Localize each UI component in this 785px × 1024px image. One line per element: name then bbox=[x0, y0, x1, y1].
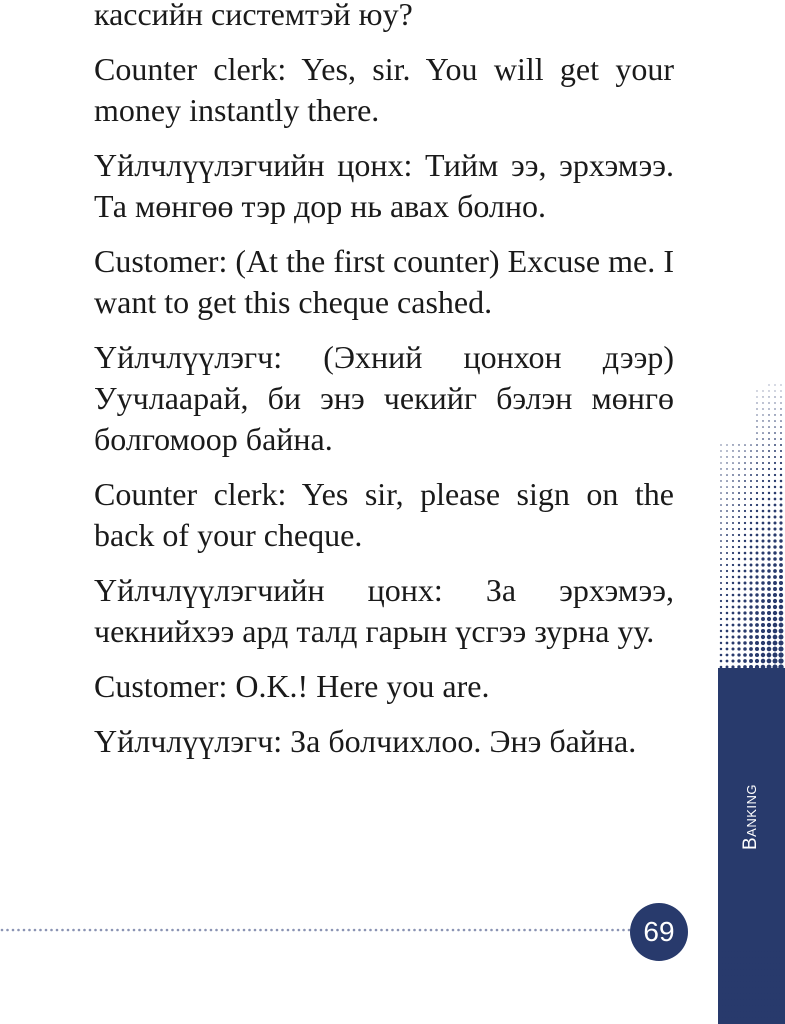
halftone-dots-bottom-decoration bbox=[718, 950, 785, 1024]
page-number-badge bbox=[630, 903, 688, 961]
halftone-dots-decoration bbox=[718, 370, 785, 670]
paragraph: Counter clerk: Yes sir, please sign on the back of your cheque. bbox=[94, 476, 674, 553]
dotted-rule bbox=[0, 928, 632, 932]
body-text bbox=[94, 0, 674, 762]
section-tab-label: Banking bbox=[740, 783, 762, 851]
paragraph: Counter clerk: Yes, sir. You will get your money instantly there. bbox=[94, 51, 674, 128]
paragraph: Үйлчлүүлэгчийн цонх: Тийм ээ, эрхэмээ. Та мөнгөө тэр дор нь авах болно. bbox=[94, 147, 674, 224]
page-number: 69 bbox=[643, 916, 675, 947]
paragraph: Customer: O.K.! Here you are. bbox=[94, 668, 490, 704]
paragraph: Customer: (At the first counter) Excuse me. I want to get this cheque cashed. bbox=[94, 243, 674, 320]
section-tab-label-wrapper bbox=[718, 668, 785, 918]
paragraph: Үйлчлүүлэгч: (Эхний цонхон дээр) Уучлаарай, би энэ чекийг бэлэн мөнгө болгомоор байна. bbox=[94, 339, 674, 457]
paragraph: Үйлчлүүлэгч: За болчихлоо. Энэ байна. bbox=[94, 723, 637, 759]
paragraph: Үйлчлүүлэгчийн цонх: За эрхэмээ, чекнийхээ ард талд гарын үсгээ зурна уу. bbox=[94, 572, 674, 649]
paragraph: кассийн системтэй юу? bbox=[94, 0, 413, 32]
